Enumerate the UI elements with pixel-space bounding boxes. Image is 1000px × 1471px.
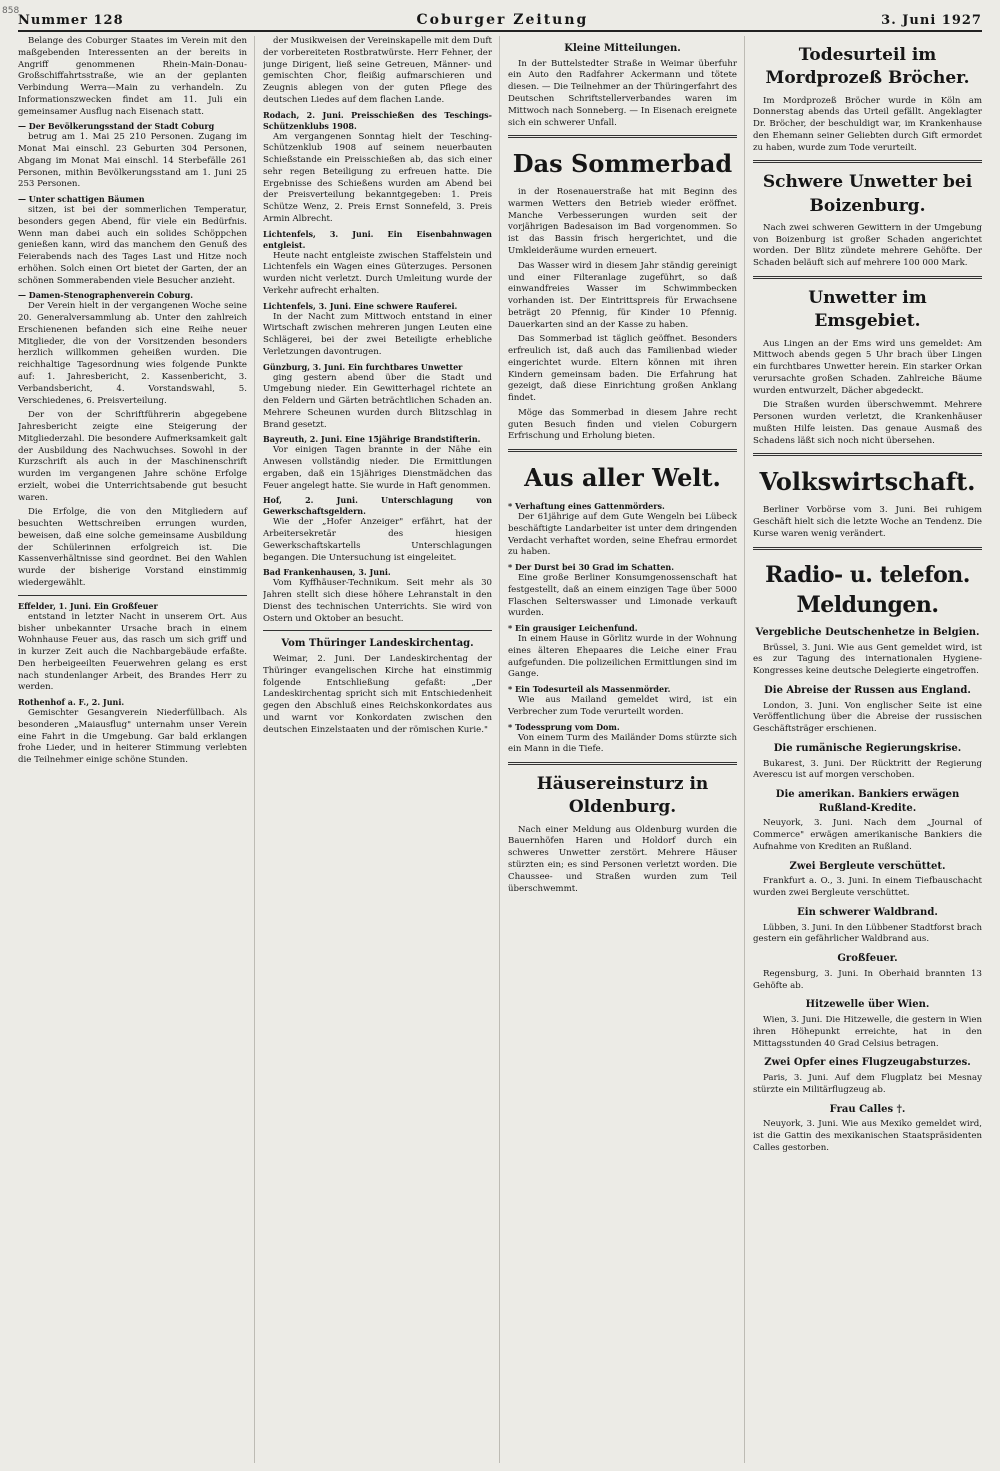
article-text: in der Rosenauerstraße hat mit Beginn des warmen Wetters den Betrieb wieder eröffnet. Manche Verbesserungen wurden seit der vorjährigen Badesaison im Bad vorgenommen. So ist das Bassin frisch hergerichtet, und die Umkleideräume wurden erneuert. [508, 187, 737, 256]
article-text: Im Mordprozeß Bröcher wurde in Köln am Donnerstag abends das Urteil gefällt. Angeklagter Dr. Bröcher, der beschuldigt war, im Krankenhause den Ehemann seiner Geliebten durch Gift ermordet zu haben, wurde zum Tode verurteilt. [753, 95, 982, 153]
article-text: betrug am 1. Mai 25 210 Personen. Zugang im Monat Mai einschl. 23 Geburten 304 Personen, Abgang im Monat Mai einschl. 14 Sterbefälle 261 Personen, mithin Bevölkerungsstand am 1. Juni 25 253 Personen. [18, 132, 247, 190]
article-text: sitzen, ist bei der sommerlichen Temperatur, besonders gegen Abend, für viele ein Bedürfnis. Wenn man dabei auch ein solides Schöppchen genießen kann, wird das manchem den Genuß des Feierabends nach des Tages Last und Hitze noch erhöhen. Solch einen Ort bietet der Garten, der an schönen Sommerabenden viele Besucher anzieht. [18, 205, 247, 286]
article-text: Das Sommerbad ist täglich geöffnet. Besonders erfreulich ist, daß auch das Familienbad wieder eingerichtet wurde. Eltern können mit ihren Kindern gemeinsam baden. Die Erfahrung hat gezeigt, daß diese Einrichtung großen Anklang findet. [508, 334, 737, 404]
headline-boizenburg: Schwere Unwetter bei Boizenburg. [762, 172, 973, 216]
article-text: Wien, 3. Juni. Die Hitzewelle, die gestern in Wien ihren Höhepunkt erreichte, hat in den Mittagsstunden 40 Grad Celsius betragen. [753, 1015, 982, 1049]
article-text: London, 3. Juni. Von englischer Seite ist eine Veröffentlichung über die Abreise der russischen Geschäftsträger erschienen. [753, 700, 982, 735]
divider [263, 630, 492, 631]
column-4 [753, 36, 982, 1463]
article-heading: * Ein Todesurteil als Massenmörder. [508, 684, 671, 695]
news-subheading: Ein schwerer Waldbrand. [797, 906, 938, 918]
article-text: Brüssel, 3. Juni. Wie aus Gent gemeldet wird, ist es zur Tagung des internationalen Hygiene-Kongresses keine deutsche Delegierte eingetroffen. [753, 642, 982, 677]
article-text: Nach einer Meldung aus Oldenburg wurden die Bauernhöfen Haren und Holdorf durch ein schweres Unwetter zerstört. Mehrere Häuser stürzten ein; es sind Personen verletzt worden. Die Chaussee- und Straßen wurden zum Teil überschwemmt. [508, 824, 737, 894]
article-heading: Rothenhof a. F., 2. Juni. [18, 697, 125, 708]
article-text: Das Wasser wird in diesem Jahr ständig gereinigt und einer Filteranlage zugeführt, so daß einwandfreies Wasser im Schwimmbecken vorhanden ist. Der Eintrittspreis für Erwachsene beträgt 20 Pfennig, für Kinder 10 Pfennig. Dauerkarten sind an der Kasse zu haben. [508, 260, 737, 330]
article-text: Regensburg, 3. Juni. In Oberhaid brannten 13 Gehöfte ab. [753, 968, 982, 991]
news-subheading: Zwei Opfer eines Flugzeugabsturzes. [764, 1057, 971, 1069]
article-heading: Rodach, 2. Juni. Preisschießen des Teschings-Schützenklubs 1908. [263, 109, 492, 131]
article-heading: — Der Bevölkerungsstand der Stadt Coburg [18, 121, 215, 132]
news-subheading: Die Abreise der Russen aus England. [764, 684, 971, 696]
article-heading: — Unter schattigen Bäumen [18, 194, 145, 205]
column-2 [263, 36, 500, 1463]
article-text: Der Verein hielt in der vergangenen Woche seine 20. Generalversammlung ab. Unter den zahlreich Erschienenen befanden sich eine Reihe neuer Mitglieder, die von der Vorsitzenden besonders herzlich willkommen geheißen wurden. Die reichhaltige Tagesordnung wies folgende Punkte auf: 1. Jahresbericht, 2. Kassenbericht, 3. Verbandsbericht, 4. Vorstandswahl, 5. Verschiedenes, 6. Preisverteilung. [18, 301, 247, 406]
article-text: ging gestern abend über die Stadt und Umgebung nieder. Ein Gewitterhagel richtete an den Feldern und Gärten beträchtlichen Schaden an. Mehrere Scheunen wurden durch Blitzschlag in Brand gesetzt. [263, 372, 492, 430]
article-heading: Hof, 2. Juni. Unterschlagung von Gewerkschaftsgeldern. [263, 495, 492, 517]
article-text: Berliner Vorbörse vom 3. Juni. Bei ruhigem Geschäft hielt sich die letzte Woche an Tendenz. Die Kurse waren wenig verändert. [753, 505, 982, 539]
divider [508, 135, 737, 138]
article-text: Neuyork, 3. Juni. Nach dem „Journal of Commerce" erwägen amerikanische Bankiers die Aufnahme von Krediten an Rußland. [753, 818, 982, 852]
article-heading: Bayreuth, 2. Juni. Eine 15jährige Brandstifterin. [263, 434, 481, 445]
article-heading: * Verhaftung eines Gattenmörders. [508, 501, 665, 512]
news-subheading: Frau Calles †. [829, 1103, 906, 1115]
headline-sommerbad: Das Sommerbad [512, 149, 733, 179]
headline-volkswirtschaft: Volkswirtschaft. [759, 467, 976, 497]
article-text: der Musikweisen der Vereinskapelle mit dem Duft der vorbereiteten Rostbratwürste. Herr Fehner, der junge Dirigent, ließ seine Getreuen, Männer- und gemischten Chor, fleißig aufmarschieren und Zeugnis ablegen von der guten Pflege des deutschen Liedes auf dem flachen Lande. [263, 36, 492, 105]
article-heading: Bad Frankenhausen, 3. Juni. [263, 567, 391, 578]
headline-radio-meldungen: Radio- u. telefon. Meldungen. [765, 561, 970, 618]
news-subheading: Die amerikan. Bankiers erwägen Rußland-Kredite. [775, 789, 960, 814]
article-text: In der Nacht zum Mittwoch entstand in einer Wirtschaft zwischen mehreren jungen Leuten eine Schlägerei, bei der zwei Beteiligte erhebliche Verletzungen davontrugen. [263, 311, 492, 357]
news-subheading: Zwei Bergleute verschüttet. [789, 860, 946, 872]
news-subheading: Hitzewelle über Wien. [805, 999, 930, 1011]
article-heading: Günzburg, 3. Juni. Ein furchtbares Unwetter [263, 361, 463, 372]
article-text: Vom Kyffhäuser-Technikum. Seit mehr als 30 Jahren stellt sich diese höhere Lehranstalt in den Dienst des technischen Unterrichts. Sie wird von Ostern und Oktober an besucht. [263, 578, 492, 624]
article-text: Weimar, 2. Juni. Der Landeskirchentag der Thüringer evangelischen Kirche hat einstimmig folgende Entschließung gefaßt: „Der Landeskirchentag spricht sich mit Entschiedenheit gegen den Abschluß eines Reichskonkordates aus und warnt vor Konkordaten zwischen den deutschen Einzelstaaten und der römischen Kurie." [263, 654, 492, 735]
article-text: Bukarest, 3. Juni. Der Rücktritt der Regierung Averescu ist auf morgen verschoben. [753, 758, 982, 781]
masthead [18, 6, 982, 32]
divider [18, 595, 247, 596]
page-marker: 858 [2, 6, 20, 16]
article-heading: * Todessprung vom Dom. [508, 721, 620, 732]
issue-date: 3. Juni 1927 [881, 13, 982, 28]
article-text: Die Straßen wurden überschwemmt. Mehrere Personen wurden verletzt, die Krankenhäuser mußten Hilfe leisten. Das genaue Ausmaß des Schadens läßt sich noch nicht übersehen. [753, 400, 982, 446]
article-text: In der Buttelstedter Straße in Weimar überfuhr ein Auto den Radfahrer Ackermann und tötete diesen. — Die Teilnehmer an der Thüringerfahrt des Deutschen Schriftstellerverbandes waren im Mittwoch nach Sonneberg. — In Eisenach ereignete sich ein schwerer Unfall. [508, 58, 737, 128]
divider [508, 449, 737, 452]
section-heading: Kleine Mitteilungen. [564, 43, 681, 54]
article-text: Aus Lingen an der Ems wird uns gemeldet: Am Mittwoch abends gegen 5 Uhr brach über Lingen ein furchtbares Unwetter herein. Ein starker Orkan verursachte großen Schaden. Zahlreiche Bäume wurden entwurzelt, Dächer abgedeckt. [753, 338, 982, 396]
news-subheading: Vergebliche Deutschenhetze in Belgien. [755, 626, 980, 638]
article-heading: — Damen-Stenographenverein Coburg. [18, 290, 194, 301]
column-3 [508, 36, 745, 1463]
divider [753, 276, 982, 279]
article-text: Heute nacht entgleiste zwischen Staffelstein und Lichtenfels ein Wagen eines Güterzuges. Personen wurden nicht verletzt. Durch Umleitung wurde der Verkehr aufrecht erhalten. [263, 250, 492, 296]
news-subheading: Großfeuer. [837, 953, 898, 965]
article-text: In einem Hause in Görlitz wurde in der Wohnung eines älteren Ehepaares die Leiche einer Frau aufgefunden. Die polizeilichen Ermittlungen sind im Gange. [508, 634, 737, 680]
divider [753, 453, 982, 456]
article-text: Neuyork, 3. Juni. Wie aus Mexiko gemeldet wird, ist die Gattin des mexikanischen Staatspräsidenten Calles gestorben. [753, 1119, 982, 1153]
article-heading: * Ein grausiger Leichenfund. [508, 623, 638, 634]
article-heading: * Der Durst bei 30 Grad im Schatten. [508, 562, 675, 573]
headline-emsgebiet: Unwetter im Emsgebiet. [808, 288, 927, 332]
headline-todesurteil: Todesurteil im Mordprozeß Bröcher. [765, 45, 970, 89]
article-text: Lübben, 3. Juni. In den Lübbener Stadtforst brach gestern ein gefährlicher Waldbrand aus. [753, 922, 982, 945]
article-text: Belange des Coburger Staates im Verein mit den maßgebenden Interessenten an der bereits in Angriff genommenen Rhein-Main-Donau-Großschiffahrtsstraße, wie an der geplanten Verbindung Werra—Main zu verhandeln. Zu Informationszwecken findet am 11. Juli ein gemeinsamer Ausflug nach Eisenach statt. [18, 36, 247, 117]
issue-number: Nummer 128 [18, 13, 124, 28]
headline-haeusereinsturz: Häusereinsturz in Oldenburg. [536, 774, 709, 818]
article-text: Von einem Turm des Mailänder Doms stürzte sich ein Mann in die Tiefe. [508, 732, 737, 755]
article-heading: Lichtenfels, 3. Juni. Eine schwere Rauferei. [263, 300, 458, 311]
article-heading: Lichtenfels, 3. Juni. Ein Eisenbahnwagen entgleist. [263, 228, 492, 250]
article-text: Nach zwei schweren Gewittern in der Umgebung von Boizenburg ist großer Schaden angerichtet worden. Der Blitz zündete mehrere Gehöfte. Der Schaden beläuft sich auf mehrere 100 000 Mark. [753, 222, 982, 269]
article-text: Die Erfolge, die von den Mitgliedern auf besuchten Wettschreiben errungen wurden, beweisen, daß eine solche gemeinsame Ausbildung der Schülerinnen erfolgreich ist. Die Kassenverhältnisse sind geordnet. Bei den Wahlen wurde der bisherige Vorstand einstimmig wiedergewählt. [18, 507, 247, 589]
article-text: Wie der „Hofer Anzeiger" erfährt, hat der Arbeitersekretär des hiesigen Gewerkschaftskartells Unterschlagungen begangen. Die Untersuchung ist eingeleitet. [263, 517, 492, 563]
article-text: Am vergangenen Sonntag hielt der Tesching-Schützenklub 1908 auf seinem neuerbauten Schießstande ein Preisschießen ab, das sich einer sehr regen Beteiligung zu erfreuen hatte. Die Ergebnisse des Schießens wurden am Abend bei der Preisverteilung bekanntgegeben: 1. Preis Schütze Wenz, 2. Preis Ernst Sonnefeld, 3. Preis Armin Albrecht. [263, 131, 492, 224]
article-text: Frankfurt a. O., 3. Juni. In einem Tiefbauschacht wurden zwei Bergleute verschüttet. [753, 876, 982, 899]
divider [753, 547, 982, 550]
news-subheading: Die rumänische Regierungskrise. [773, 742, 962, 754]
article-heading: Effelder, 1. Juni. Ein Großfeuer [18, 600, 158, 611]
newspaper-title: Coburger Zeitung [416, 12, 589, 28]
article-text: Gemischter Gesangverein Niederfüllbach. Als besonderen „Maiausflug" unternahm unser Verein eine Fahrt in die Umgebung. Gar bald erklangen frohe Lieder, und in heiterer Stimmung verlebten die Teilnehmer einige schöne Stunden. [18, 708, 247, 766]
article-text: Wie aus Mailand gemeldet wird, ist ein Verbrecher zum Tode verurteilt worden. [508, 695, 737, 717]
article-text: Vor einigen Tagen brannte in der Nähe ein Anwesen vollständig nieder. Die Ermittlungen ergaben, daß ein 15jähriges Dienstmädchen das Feuer angelegt hatte. Sie wurde in Haft genommen. [263, 445, 492, 491]
divider [508, 762, 737, 765]
article-text: Eine große Berliner Konsumgenossenschaft hat festgestellt, daß an einem einzigen Tage über 5000 Flaschen Selterswasser und Limonade verkauft wurden. [508, 573, 737, 619]
article-text: Der von der Schriftführerin abgegebene Jahresbericht zeigte eine Steigerung der Mitgliederzahl. Die besondere Aufmerksamkeit galt der Ausbildung des Nachwuchses. Sowohl in der Kurzschrift als auch in der Maschinenschrift wurden im vergangenen Jahre schöne Erfolge erzielt, wobei die Unterrichtsabende gut besucht waren. [18, 410, 247, 503]
section-heading: Vom Thüringer Landeskirchentag. [281, 638, 474, 650]
article-text: entstand in letzter Nacht in unserem Ort. Aus bisher unbekannter Ursache brach in einem Wohnhause Feuer aus, das rasch um sich griff und in kurzer Zeit auch die Nachbargebäude erfaßte. Den herbeigeeilten Feuerwehren gelang es erst nach stundenlanger Arbeit, des Brandes Herr zu werden. [18, 611, 247, 693]
article-text: Paris, 3. Juni. Auf dem Flugplatz bei Mesnay stürzte ein Militärflugzeug ab. [753, 1073, 982, 1095]
headline-aus-aller-welt: Aus aller Welt. [524, 463, 721, 493]
divider [753, 160, 982, 163]
article-text: Der 61jährige auf dem Gute Wengeln bei Lübeck beschäftigte Landarbeiter ist unter dem dringenden Verdacht verhaftet worden, seine Ehefrau ermordet zu haben. [508, 512, 737, 558]
column-1 [18, 36, 255, 1463]
article-text: Möge das Sommerbad in diesem Jahre recht guten Besuch finden und vielen Coburgern Erfrischung und Erholung bieten. [508, 407, 737, 442]
columns [18, 36, 982, 1463]
